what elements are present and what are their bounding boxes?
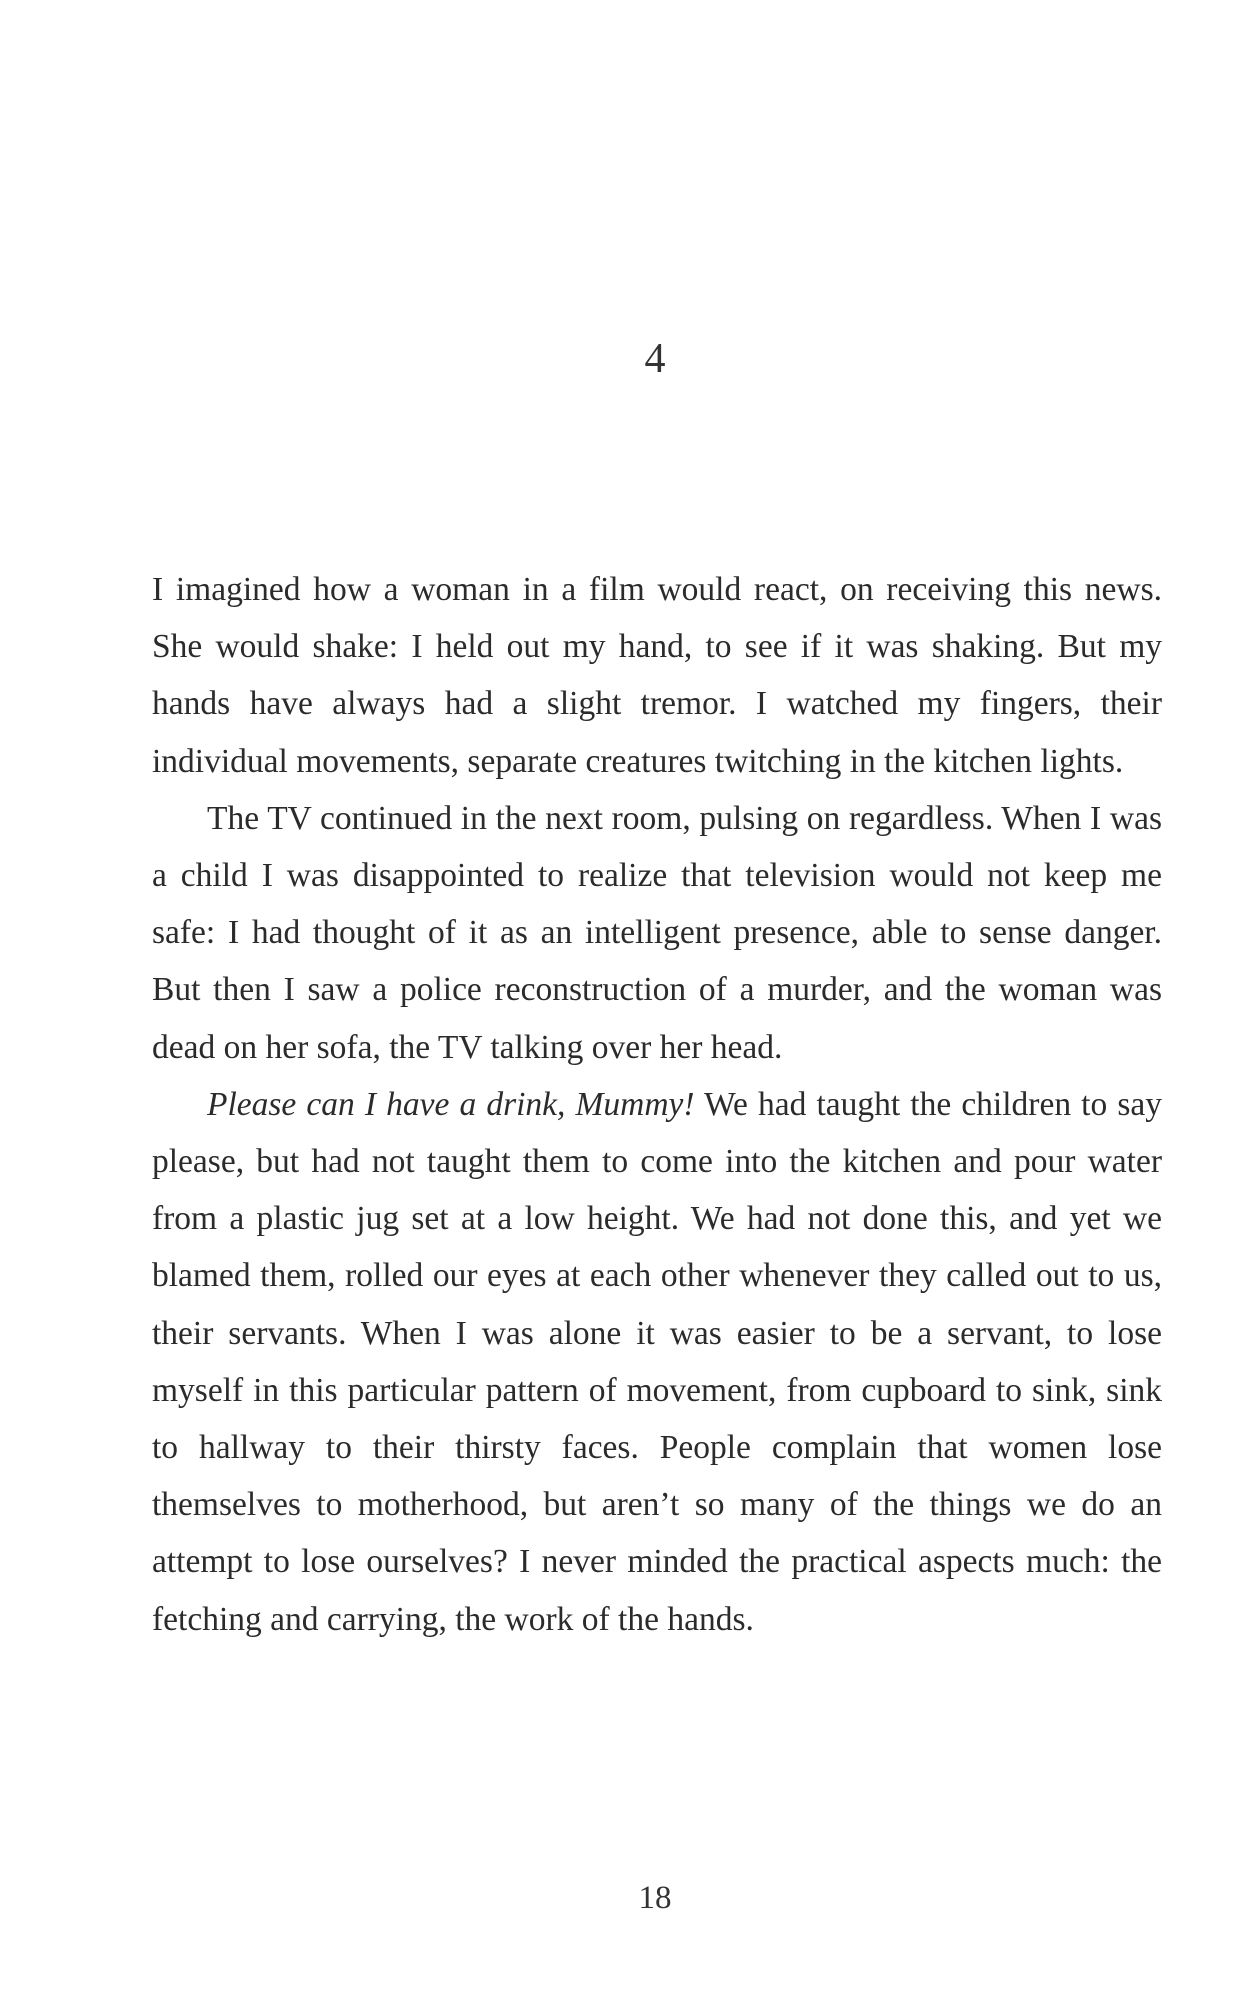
body-text bbox=[152, 561, 1162, 1648]
paragraph-1-text: I imagined how a woman in a film would react, on receiving this news. She would shake: I held out my hand, to see if it was shaking. But my hands have always had a slight tremor. I watched my fingers, their individual movements, separate creatures twitching in the kitchen lights. bbox=[152, 571, 1162, 780]
paragraph-3 bbox=[152, 1076, 1162, 1648]
paragraph-2-text: The TV continued in the next room, pulsing on regardless. When I was a child I was disappointed to realize that television would not keep me safe: I had thought of it as an intelligent presence, able to sense danger. But then I saw a police reconstruction of a murder, and the woman was dead on her sofa, the TV talking over her head. bbox=[152, 799, 1162, 1066]
paragraph-3-text: We had taught the children to say please, but had not taught them to come into the kitchen and pour water from a plastic jug set at a low height. We had not done this, and yet we blamed them, rolled our eyes at each other whenever they called out to us, their servants. When I was alone it was easier to be a servant, to lose myself in this particular pattern of movement, from cupboard to sink, sink to hallway to their thirsty faces. People complain that women lose themselves to motherhood, but aren’t so many of the things we do an attempt to lose ourselves? I never minded the practical aspects much: the fetching and carrying, the work of the hands. bbox=[152, 1085, 1162, 1638]
paragraph-3-italic-quote: Please can I have a drink, Mummy! bbox=[207, 1085, 695, 1123]
paragraph-2 bbox=[152, 790, 1162, 1076]
page-number: 18 bbox=[638, 1880, 672, 1916]
chapter-number: 4 bbox=[644, 336, 666, 382]
paragraph-1 bbox=[152, 561, 1162, 790]
